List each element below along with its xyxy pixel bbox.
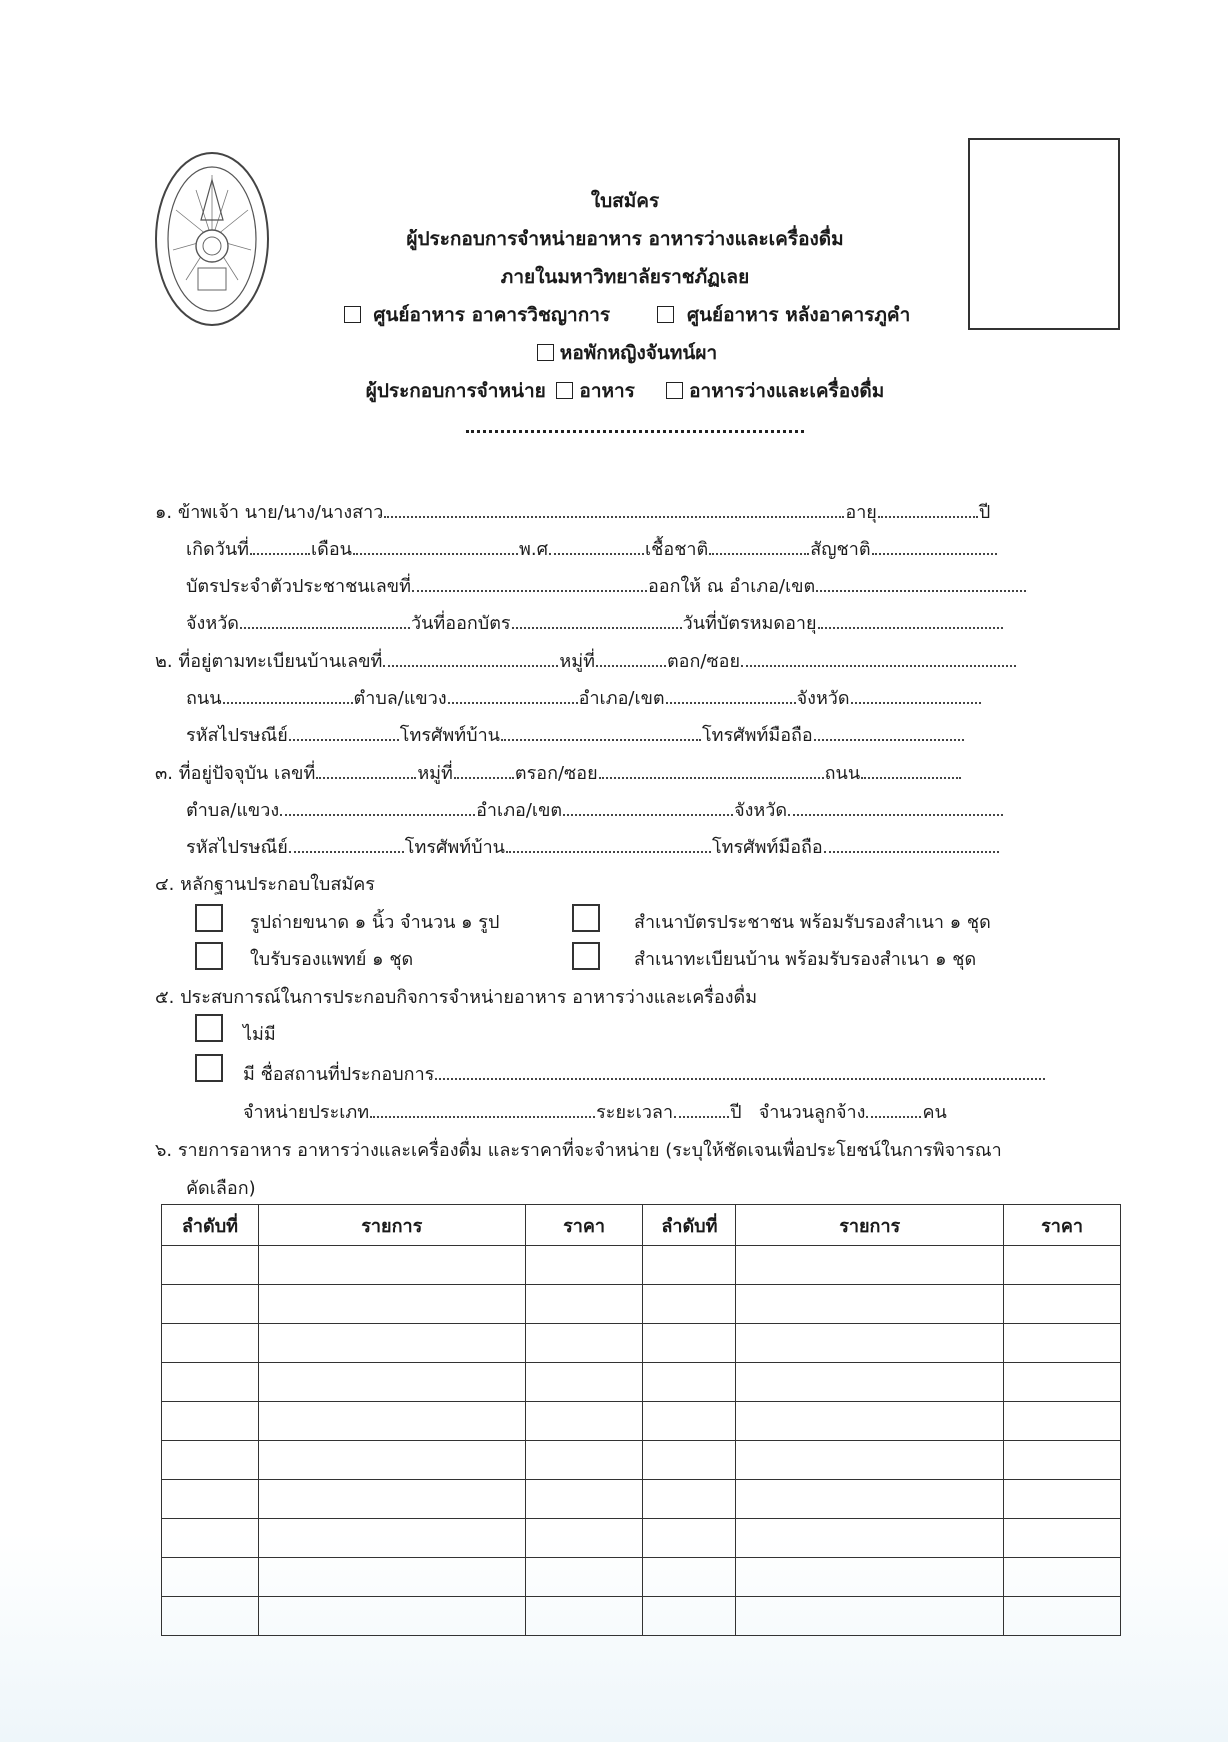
age-unit: ปี (978, 502, 991, 523)
cur-province-label: จังหวัด (734, 800, 788, 821)
section3-number: ๓. (155, 763, 174, 784)
vendor-type-checkbox-food[interactable] (556, 382, 573, 399)
cell-item-2[interactable] (736, 1597, 1004, 1636)
sales-type-field[interactable] (370, 1098, 595, 1118)
cur-home-phone-label: โทรศัพท์บ้าน (404, 837, 505, 858)
cell-price-1[interactable] (525, 1597, 643, 1636)
form-title: ใบสมัคร (590, 190, 660, 212)
cell-price-1[interactable] (525, 1519, 643, 1558)
cell-price-2[interactable] (1004, 1597, 1121, 1636)
cur-mobile-label: โทรศัพท์มือถือ (711, 837, 823, 858)
doc-medical-checkbox[interactable] (195, 942, 223, 970)
doc-photo-label: รูปถ่ายขนาด ๑ นิ้ว จำนวน ๑ รูป (250, 912, 500, 933)
cell-item-1[interactable] (258, 1441, 525, 1480)
name-label: ข้าพเจ้า นาย/นาง/นางสาว (177, 502, 384, 523)
table-row (162, 1441, 1121, 1480)
id-card-label: บัตรประจำตัวประชาชนเลขที่ (186, 576, 411, 597)
location-checkbox-3[interactable] (537, 344, 554, 361)
reg-road-label: ถนน (186, 688, 222, 709)
col-order-2: ลำดับที่ (643, 1205, 736, 1246)
cell-price-1[interactable] (525, 1324, 643, 1363)
issued-district-label: ออกให้ ณ อำเภอ/เขต (647, 576, 816, 597)
col-item-1: รายการ (258, 1205, 525, 1246)
cell-item-1[interactable] (258, 1480, 525, 1519)
table-header-row (162, 1205, 1121, 1246)
table-row (162, 1402, 1121, 1441)
cell-price-2[interactable] (1004, 1324, 1121, 1363)
doc-id-card-checkbox[interactable] (572, 904, 600, 932)
reg-road-field[interactable] (223, 684, 353, 704)
section1-number: ๑. (155, 502, 173, 523)
section4-title: หลักฐานประกอบใบสมัคร (180, 874, 375, 895)
cell-order-1[interactable] (162, 1246, 259, 1285)
cell-order-1[interactable] (162, 1285, 259, 1324)
duration-unit: ปี (730, 1102, 742, 1123)
cell-order-2[interactable] (643, 1246, 736, 1285)
employees-field[interactable] (866, 1098, 921, 1118)
cur-postcode-label: รหัสไปรษณีย์ (186, 837, 288, 858)
vendor-type-food-label: อาหาร (579, 380, 635, 402)
cell-item-1[interactable] (258, 1324, 525, 1363)
reg-mobile-label: โทรศัพท์มือถือ (701, 725, 813, 746)
section2-number: ๒. (155, 651, 173, 672)
cell-order-2[interactable] (643, 1441, 736, 1480)
cell-item-2[interactable] (736, 1324, 1004, 1363)
form-institution: ภายในมหาวิทยาลัยราชภัฏเลย (500, 266, 750, 288)
section1-line3 (186, 572, 1027, 600)
section2-line3 (186, 721, 965, 749)
section1-line2 (186, 535, 998, 563)
reg-province-label: จังหวัด (796, 688, 850, 709)
experience-has-label: มี ชื่อสถานที่ประกอบการ (243, 1064, 435, 1085)
cur-soi-field[interactable] (599, 759, 824, 779)
issue-date-label: วันที่ออกบัตร (411, 613, 511, 634)
location-checkbox-2[interactable] (657, 306, 674, 323)
experience-has-checkbox[interactable] (195, 1054, 223, 1082)
location-label-2: ศูนย์อาหาร หลังอาคารภูคำ (686, 304, 911, 326)
location-checkbox-1[interactable] (344, 306, 361, 323)
header-dotted-rule (466, 430, 804, 433)
cell-price-2[interactable] (1004, 1285, 1121, 1324)
doc-medical-label: ใบรับรองแพทย์ ๑ ชุด (250, 949, 414, 970)
section2-line2 (186, 684, 982, 712)
table-row (162, 1597, 1121, 1636)
cur-moo-field[interactable] (454, 759, 514, 779)
section4-heading (155, 872, 375, 898)
cell-item-2[interactable] (736, 1363, 1004, 1402)
photo-placeholder-box (968, 138, 1120, 330)
reg-subdistrict-field[interactable] (448, 684, 578, 704)
cell-order-2[interactable] (643, 1285, 736, 1324)
doc-photo-checkbox[interactable] (195, 904, 223, 932)
cur-home-phone-field[interactable] (506, 833, 711, 853)
reg-moo-label: หมู่ที่ (559, 651, 595, 672)
cur-house-no-label: ที่อยู่ปัจจุบัน เลขที่ (178, 763, 316, 784)
cell-price-1[interactable] (525, 1285, 643, 1324)
cell-item-2[interactable] (736, 1480, 1004, 1519)
cell-item-1[interactable] (258, 1363, 525, 1402)
section5-number: ๕. (155, 987, 175, 1008)
experience-none-checkbox[interactable] (195, 1014, 223, 1042)
cur-postcode-field[interactable] (289, 833, 404, 853)
section3-line3 (186, 833, 1000, 861)
doc-house-reg-checkbox[interactable] (572, 942, 600, 970)
doc-id-card-label: สำเนาบัตรประชาชน พร้อมรับรองสำเนา ๑ ชุด (634, 912, 991, 933)
section3-line1 (155, 759, 962, 787)
reg-subdistrict-label: ตำบล/แขวง (353, 688, 447, 709)
cell-order-1[interactable] (162, 1519, 259, 1558)
cell-item-1[interactable] (258, 1246, 525, 1285)
duration-label: ระยะเวลา (596, 1102, 674, 1123)
ethnicity-field[interactable] (709, 535, 809, 555)
cell-order-2[interactable] (643, 1558, 736, 1597)
table-row (162, 1558, 1121, 1597)
cell-order-1[interactable] (162, 1402, 259, 1441)
table-row (162, 1363, 1121, 1402)
table-body (162, 1246, 1121, 1636)
employees-label: จำนวนลูกจ้าง (758, 1102, 866, 1123)
form-subtitle: ผู้ประกอบการจำหน่ายอาหาร อาหารว่างและเครื่องดื่ม (406, 228, 844, 250)
cell-item-2[interactable] (736, 1246, 1004, 1285)
section1-line1 (155, 498, 990, 526)
issued-province-field[interactable] (240, 609, 410, 629)
university-seal-logo (153, 150, 271, 328)
cur-house-no-field[interactable] (316, 759, 416, 779)
experience-has-row (243, 1060, 1046, 1088)
cell-price-2[interactable] (1004, 1363, 1121, 1402)
expiry-date-label: วันที่บัตรหมดอายุ (682, 613, 817, 634)
reg-house-no-label: ที่อยู่ตามทะเบียนบ้านเลขที่ (178, 651, 383, 672)
birth-year-field[interactable] (549, 535, 644, 555)
cur-mobile-field[interactable] (824, 833, 999, 853)
issued-district-field[interactable] (816, 572, 1026, 592)
cur-subdistrict-field[interactable] (280, 796, 475, 816)
cell-price-1[interactable] (525, 1402, 643, 1441)
cell-order-1[interactable] (162, 1363, 259, 1402)
vendor-type-options (300, 378, 950, 404)
employees-unit: คน (922, 1102, 947, 1123)
menu-price-table (161, 1204, 1121, 1636)
cell-item-2[interactable] (736, 1519, 1004, 1558)
cell-item-2[interactable] (736, 1285, 1004, 1324)
experience-detail-row (243, 1098, 947, 1126)
section1-line4 (186, 609, 1004, 637)
cell-price-1[interactable] (525, 1246, 643, 1285)
cell-price-2[interactable] (1004, 1519, 1121, 1558)
cell-item-2[interactable] (736, 1441, 1004, 1480)
cur-district-field[interactable] (563, 796, 733, 816)
reg-district-label: อำเภอ/เขต (578, 688, 665, 709)
table-row (162, 1246, 1121, 1285)
cell-order-2[interactable] (643, 1597, 736, 1636)
cur-road-label: ถนน (824, 763, 861, 784)
table-row (162, 1285, 1121, 1324)
reg-postcode-field[interactable] (289, 721, 399, 741)
section2-line1 (155, 647, 1017, 675)
table-row (162, 1519, 1121, 1558)
experience-none-label: ไม่มี (243, 1024, 276, 1045)
section6-number: ๖. (155, 1140, 173, 1161)
reg-home-phone-label: โทรศัพท์บ้าน (399, 725, 500, 746)
table-row (162, 1324, 1121, 1363)
cell-price-1[interactable] (525, 1441, 643, 1480)
birth-year-label: พ.ศ (519, 539, 549, 560)
cell-price-1[interactable] (525, 1558, 643, 1597)
cell-order-1[interactable] (162, 1480, 259, 1519)
cell-price-2[interactable] (1004, 1441, 1121, 1480)
business-name-field[interactable] (435, 1060, 1045, 1080)
cell-item-1[interactable] (258, 1597, 525, 1636)
age-label: อายุ (845, 502, 877, 523)
birth-day-label: เกิดวันที่ (186, 539, 250, 560)
col-item-2: รายการ (736, 1205, 1004, 1246)
reg-home-phone-field[interactable] (501, 721, 701, 741)
age-field[interactable] (878, 498, 978, 518)
vendor-type-checkbox-snacks[interactable] (666, 382, 683, 399)
birth-day-field[interactable] (250, 535, 310, 555)
duration-field[interactable] (674, 1098, 729, 1118)
birth-month-field[interactable] (353, 535, 518, 555)
cell-item-2[interactable] (736, 1558, 1004, 1597)
cell-item-1[interactable] (258, 1558, 525, 1597)
nationality-field[interactable] (872, 535, 997, 555)
cell-item-1[interactable] (258, 1285, 525, 1324)
cell-price-1[interactable] (525, 1480, 643, 1519)
cell-price-2[interactable] (1004, 1246, 1121, 1285)
vendor-type-snacks-label: อาหารว่างและเครื่องดื่ม (689, 380, 885, 402)
name-field[interactable] (384, 498, 844, 518)
cell-item-2[interactable] (736, 1402, 1004, 1441)
cell-order-2[interactable] (643, 1363, 736, 1402)
doc-house-reg-label: สำเนาทะเบียนบ้าน พร้อมรับรองสำเนา ๑ ชุด (634, 949, 977, 970)
cell-order-1[interactable] (162, 1441, 259, 1480)
cur-province-field[interactable] (788, 796, 1003, 816)
reg-soi-field[interactable] (741, 647, 1016, 667)
cell-order-2[interactable] (643, 1324, 736, 1363)
col-order-1: ลำดับที่ (162, 1205, 259, 1246)
cell-item-1[interactable] (258, 1402, 525, 1441)
section6-title: รายการอาหาร อาหารว่างและเครื่องดื่ม และราคาที่จะจำหน่าย (ระบุให้ชัดเจนเพื่อประโยชน์ในการพิจารณา (177, 1140, 1002, 1161)
section5-heading (155, 985, 757, 1011)
cell-item-1[interactable] (258, 1519, 525, 1558)
col-price-1: ราคา (525, 1205, 643, 1246)
reg-district-field[interactable] (666, 684, 796, 704)
cell-price-2[interactable] (1004, 1402, 1121, 1441)
reg-house-no-field[interactable] (383, 647, 558, 667)
cur-soi-label: ตรอก/ซอย (514, 763, 598, 784)
col-price-2: ราคา (1004, 1205, 1121, 1246)
cell-order-2[interactable] (643, 1480, 736, 1519)
cur-district-label: อำเภอ/เขต (476, 800, 563, 821)
reg-moo-field[interactable] (596, 647, 666, 667)
cell-order-1[interactable] (162, 1324, 259, 1363)
expiry-date-field[interactable] (818, 609, 1003, 629)
cell-price-1[interactable] (525, 1363, 643, 1402)
cell-order-2[interactable] (643, 1402, 736, 1441)
section6-title-cont: คัดเลือก) (186, 1178, 256, 1199)
cell-price-2[interactable] (1004, 1558, 1121, 1597)
cell-order-1[interactable] (162, 1558, 259, 1597)
sales-type-label: จำหน่ายประเภท (243, 1102, 370, 1123)
cell-order-1[interactable] (162, 1597, 259, 1636)
section6-heading (155, 1138, 1002, 1164)
ethnicity-label: เชื้อชาติ (645, 539, 709, 560)
reg-postcode-label: รหัสไปรษณีย์ (186, 725, 288, 746)
location-label-1: ศูนย์อาหาร อาคารวิชญาการ (373, 304, 611, 326)
table-row (162, 1480, 1121, 1519)
section4-number: ๔. (155, 874, 175, 895)
issue-date-field[interactable] (512, 609, 682, 629)
cur-road-field[interactable] (861, 759, 961, 779)
cur-subdistrict-label: ตำบล/แขวง (186, 800, 280, 821)
reg-soi-label: ตอก/ซอย (666, 651, 741, 672)
reg-mobile-field[interactable] (814, 721, 964, 741)
location-label-3: หอพักหญิงจันทน์ผา (559, 342, 718, 364)
location-option-3 (300, 340, 950, 366)
cell-order-2[interactable] (643, 1519, 736, 1558)
section3-line2 (186, 796, 1004, 824)
id-card-field[interactable] (412, 572, 647, 592)
location-options (300, 302, 950, 328)
section5-title: ประสบการณ์ในการประกอบกิจการจำหน่ายอาหาร อาหารว่างและเครื่องดื่ม (180, 987, 758, 1008)
reg-province-field[interactable] (851, 684, 981, 704)
cell-price-2[interactable] (1004, 1480, 1121, 1519)
nationality-label: สัญชาติ (810, 539, 871, 560)
birth-month-label: เดือน (311, 539, 352, 560)
issued-province-label: จังหวัด (186, 613, 239, 634)
cur-moo-label: หมู่ที่ (417, 763, 453, 784)
vendor-type-label: ผู้ประกอบการจำหน่าย (365, 380, 546, 402)
